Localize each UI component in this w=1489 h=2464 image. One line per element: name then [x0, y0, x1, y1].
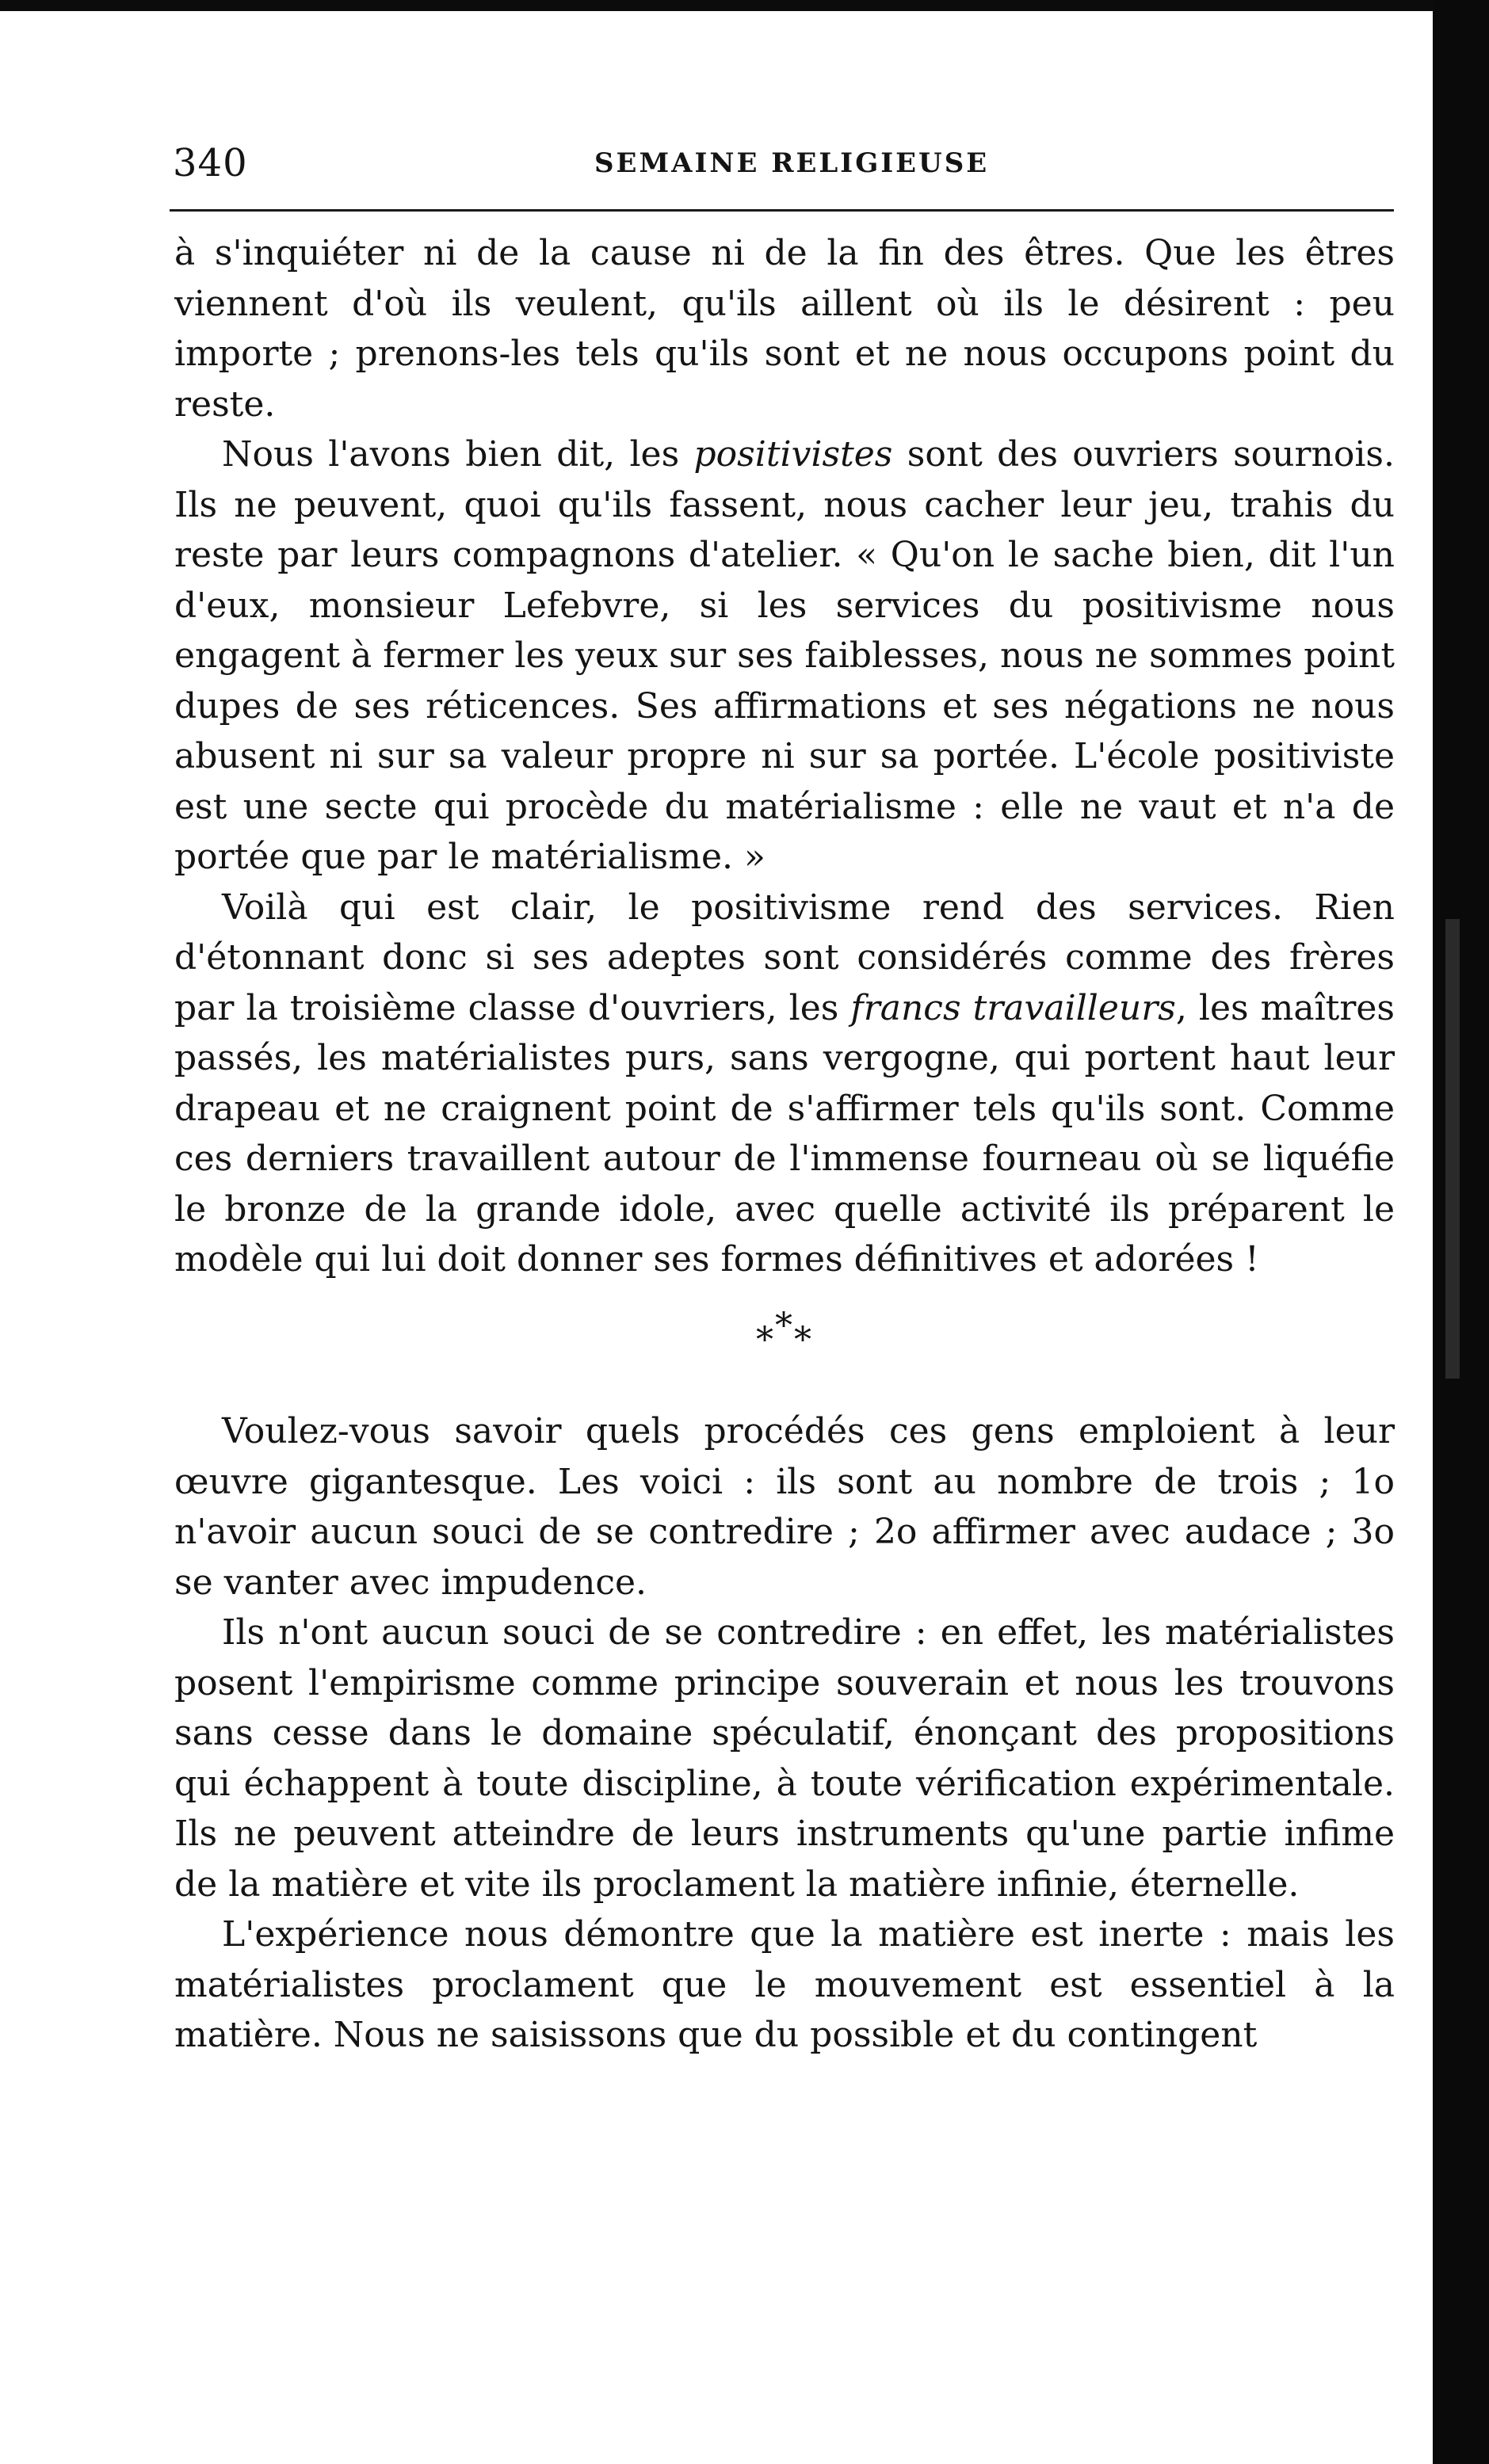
paragraph-6: L'expérience nous démontre que la matière est inerte : mais les matérialistes proclament que le mouvement est essentiel à la matière. Nous ne saisissons que du possible et du contingent — [174, 1914, 1395, 2055]
page-number: 340 — [173, 141, 248, 185]
paragraph-3-text-b: , les maîtres passés, les matérialistes purs, sans vergogne, qui portent haut leur drapeau et ne craignent point de s'affirmer tels qu'ils sont. Comme ces derniers travaillent autour de l'immense fourneau où se liquéfie le bronze de la grande idole, avec quelle activité ils préparent le modèle qui lui doit donner ses formes définitives et adorées ! — [174, 987, 1395, 1280]
page-header — [166, 127, 1415, 185]
paragraph-3 — [174, 883, 1395, 1285]
asterism-star-top: * — [775, 1305, 794, 1346]
book-page — [166, 127, 1415, 2055]
scan-binding-shadow — [1433, 0, 1489, 2464]
paragraph-3-italic: francs travailleurs — [850, 987, 1176, 1028]
paragraph-5: Ils n'ont aucun souci de se contredire : en effet, les matérialistes posent l'empirisme comme principe souverain et nous les trouvons sans cesse dans le domaine spéculatif, énonçant des propositions qui échappent à toute discipline, à toute vérification expérimentale. Ils ne peuvent atteindre de leurs instruments qu'une partie infime de la matière et vite ils proclament la matière infinie, éternelle. — [174, 1612, 1395, 1905]
running-title: SEMAINE RELIGIEUSE — [594, 147, 990, 179]
paragraph-4: Voulez-vous savoir quels procédés ces gens emploient à leur œuvre gigantesque. Les voici : ils sont au nombre de trois ; 1o n'avoir aucun souci de se contredire ; 2o affirmer avec audace ; 3o se vanter avec impudence. — [174, 1411, 1395, 1603]
asterism-star-right: * — [794, 1319, 813, 1360]
paragraph-3-text-a: Voilà qui est clair, le positivisme rend des services. Rien d'étonnant donc si ses adeptes sont considérés comme des frères par la troisième classe d'ouvriers, les — [174, 887, 1395, 1028]
asterism-star-left: * — [756, 1319, 775, 1360]
paragraph-1: à s'inquiéter ni de la cause ni de la fin des êtres. Que les êtres viennent d'où ils veulent, qu'ils aillent où ils le désirent : peu importe ; prenons-les tels qu'ils sont et ne nous occupons point du reste. — [174, 233, 1395, 425]
paragraph-2-text-a: Nous l'avons bien dit, les — [222, 434, 694, 475]
body-text — [174, 228, 1395, 2061]
scan-binding-highlight — [1445, 919, 1460, 1379]
paragraph-2 — [174, 429, 1395, 883]
paragraph-2-text-b: sont des ouvriers sournois. Ils ne peuvent, quoi qu'ils fassent, nous cacher leur jeu, trahis du reste par leurs compagnons d'atelier. « Qu'on le sache bien, dit l'un d'eux, monsieur Lefebvre, si les services du positivisme nous engagent à fermer les yeux sur ses faiblesses, nous ne sommes point dupes de ses réticences. Ses affirmations et ses négations ne nous abusent ni sur sa valeur propre ni sur sa portée. L'école positiviste est une secte qui procède du matérialisme : elle ne vaut et n'a de portée que par le matérialisme. » — [174, 434, 1395, 877]
scan-top-edge — [0, 0, 1489, 11]
section-break-asterism — [174, 1305, 1395, 1366]
header-rule — [170, 209, 1394, 212]
paragraph-2-italic: positivistes — [693, 434, 893, 475]
